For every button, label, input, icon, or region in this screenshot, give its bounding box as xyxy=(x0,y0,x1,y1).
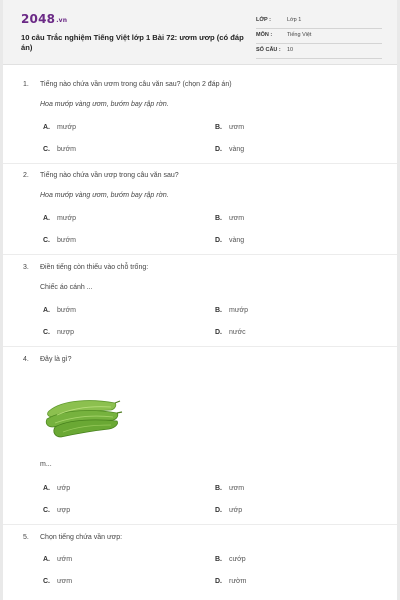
logo-suffix: .vn xyxy=(56,17,68,24)
luffa-gourd-image xyxy=(43,389,123,449)
option-letter: C. xyxy=(43,146,50,153)
meta-question-count xyxy=(256,44,382,59)
option-c[interactable] xyxy=(43,237,76,244)
option-letter: B. xyxy=(215,215,222,222)
option-a[interactable] xyxy=(43,556,72,563)
question-divider xyxy=(3,163,397,164)
site-logo[interactable] xyxy=(21,12,67,26)
option-letter: C. xyxy=(43,237,50,244)
logo-text: 2048 xyxy=(21,12,56,26)
question-number: 1. xyxy=(23,81,29,88)
option-value: rườm xyxy=(229,578,247,585)
question-example: Hoa mướp vàng ươm, bướm bay rập rờn. xyxy=(40,192,169,199)
meta-label: LỚP : xyxy=(256,17,271,23)
option-value: nước xyxy=(229,329,246,336)
meta-value: Lớp 1 xyxy=(287,17,302,23)
question-text: Tiếng nào chứa vần ươp trong câu văn sau? xyxy=(40,172,179,179)
option-letter: B. xyxy=(215,124,222,131)
option-value: cướp xyxy=(229,556,246,563)
option-b[interactable] xyxy=(215,124,244,131)
meta-value: Tiếng Việt xyxy=(287,32,312,38)
meta-label: MÔN : xyxy=(256,32,273,38)
option-letter: D. xyxy=(215,507,222,514)
question-example: Chiếc áo cánh ... xyxy=(40,284,93,291)
worksheet-page xyxy=(3,0,397,600)
option-letter: D. xyxy=(215,237,222,244)
option-value: vàng xyxy=(229,146,245,153)
question-example: m... xyxy=(40,461,52,468)
option-value: ướp xyxy=(229,507,243,514)
option-d[interactable] xyxy=(215,578,246,585)
option-letter: D. xyxy=(215,329,222,336)
option-value: bướm xyxy=(57,146,77,153)
question-number: 2. xyxy=(23,172,29,179)
option-d[interactable] xyxy=(215,146,244,153)
option-value: mướp xyxy=(57,124,77,131)
option-value: ươm xyxy=(229,124,245,131)
option-d[interactable] xyxy=(215,329,246,336)
question-divider xyxy=(3,254,397,255)
option-value: mướp xyxy=(229,307,249,314)
option-value: bướm xyxy=(57,307,77,314)
option-letter: C. xyxy=(43,507,50,514)
option-d[interactable] xyxy=(215,507,242,514)
question-text: Chọn tiếng chứa vần ươp: xyxy=(40,534,123,541)
question-number: 4. xyxy=(23,356,29,363)
option-c[interactable] xyxy=(43,578,72,585)
option-c[interactable] xyxy=(43,507,70,514)
option-a[interactable] xyxy=(43,485,70,492)
worksheet-header xyxy=(3,0,397,65)
meta-subject xyxy=(256,29,382,44)
option-letter: A. xyxy=(43,124,50,131)
option-value: ươm xyxy=(229,485,245,492)
option-letter: B. xyxy=(215,556,222,563)
option-b[interactable] xyxy=(215,215,244,222)
option-letter: A. xyxy=(43,307,50,314)
option-letter: A. xyxy=(43,556,50,563)
option-c[interactable] xyxy=(43,146,76,153)
option-value: ượp xyxy=(57,507,71,514)
option-letter: B. xyxy=(215,485,222,492)
option-value: ướm xyxy=(57,556,73,563)
option-letter: C. xyxy=(43,329,50,336)
option-value: ươm xyxy=(57,578,73,585)
option-c[interactable] xyxy=(43,329,74,336)
question-divider xyxy=(3,346,397,347)
option-letter: B. xyxy=(215,307,222,314)
option-value: mướp xyxy=(57,215,77,222)
option-b[interactable] xyxy=(215,556,246,563)
option-value: ướp xyxy=(57,485,71,492)
question-number: 5. xyxy=(23,534,29,541)
option-value: nượp xyxy=(57,329,75,336)
question-divider xyxy=(3,524,397,525)
question-number: 3. xyxy=(23,264,29,271)
option-letter: A. xyxy=(43,485,50,492)
option-b[interactable] xyxy=(215,307,248,314)
option-d[interactable] xyxy=(215,237,244,244)
option-a[interactable] xyxy=(43,124,76,131)
meta-grade xyxy=(256,14,382,29)
question-text: Đây là gì? xyxy=(40,356,72,363)
option-letter: C. xyxy=(43,578,50,585)
option-letter: D. xyxy=(215,146,222,153)
question-text: Điền tiếng còn thiếu vào chỗ trống: xyxy=(40,264,149,271)
option-letter: D. xyxy=(215,578,222,585)
meta-value: 10 xyxy=(287,47,294,53)
page-title: 10 câu Trắc nghiệm Tiếng Việt lớp 1 Bài 72: ươm ươp (có đáp án) xyxy=(21,33,244,52)
option-letter: A. xyxy=(43,215,50,222)
question-example: Hoa mướp vàng ươm, bướm bay rập rờn. xyxy=(40,101,169,108)
option-value: vàng xyxy=(229,237,245,244)
option-a[interactable] xyxy=(43,307,76,314)
option-b[interactable] xyxy=(215,485,244,492)
option-value: ươm xyxy=(229,215,245,222)
option-value: bướm xyxy=(57,237,77,244)
meta-label: SỐ CÂU : xyxy=(256,47,281,53)
option-a[interactable] xyxy=(43,215,76,222)
question-text: Tiếng nào chứa vần ươm trong câu văn sau? (chọn 2 đáp án) xyxy=(40,81,232,88)
